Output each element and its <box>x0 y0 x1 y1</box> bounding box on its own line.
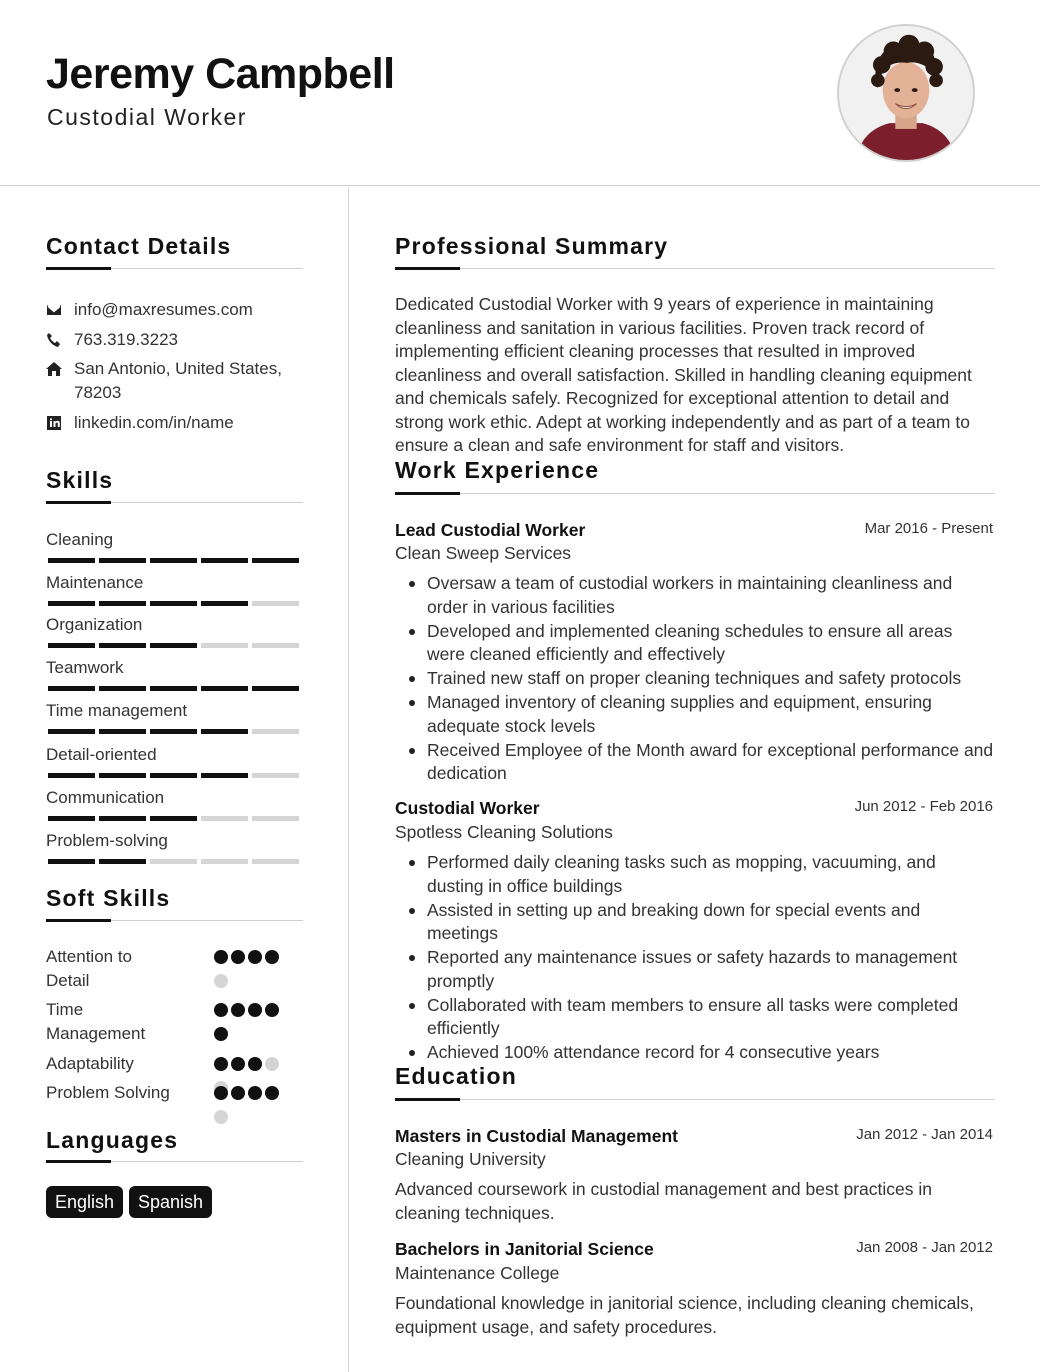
job-bullets <box>395 851 995 1065</box>
skill-segment-filled <box>201 773 248 778</box>
skill-level-bar <box>46 643 303 649</box>
rating-dot-filled <box>231 1086 245 1100</box>
skill-segment-filled <box>150 729 197 734</box>
skill-label: Communication <box>46 788 165 807</box>
job-bullet: Performed daily cleaning tasks such as mopping, vacuuming, and dusting in office buildings <box>395 851 995 898</box>
contact-phone-text: 763.319.3223 <box>74 330 178 349</box>
contact-email-text: info@maxresumes.com <box>74 300 253 319</box>
skill-segment-filled <box>150 558 197 563</box>
skills-heading-rule <box>46 502 303 503</box>
rating-dot-filled <box>214 950 228 964</box>
skill-segment-filled <box>99 859 146 864</box>
job-bullet: Received Employee of the Month award for exceptional performance and dedication <box>395 739 995 786</box>
soft-skill-label: Time Management <box>46 1000 146 1043</box>
skill-segment-filled <box>150 601 197 606</box>
candidate-name: Jeremy Campbell <box>46 50 395 98</box>
skill-segment-filled <box>99 558 146 563</box>
job-title: Lead Custodial Worker <box>395 520 586 540</box>
skill-label: Detail-oriented <box>46 745 157 764</box>
job-company: Spotless Cleaning Solutions <box>395 822 613 842</box>
skill-level-bar <box>46 729 303 735</box>
soft-skills-heading-rule <box>46 920 303 921</box>
education-dates: Jan 2012 - Jan 2014 <box>856 1126 993 1143</box>
skill-segment-filled <box>252 558 299 563</box>
skill-segment-filled <box>99 601 146 606</box>
skill-segment-empty <box>252 773 299 778</box>
rating-dot-filled <box>248 1057 262 1071</box>
rating-dot-filled <box>214 1003 228 1017</box>
phone-icon <box>46 328 74 352</box>
skill-segment-filled <box>99 643 146 648</box>
job-bullet: Trained new staff on proper cleaning techniques and safety protocols <box>395 667 995 691</box>
skill-segment-empty <box>201 643 248 648</box>
skill-item <box>46 700 303 722</box>
skill-label: Problem-solving <box>46 831 168 850</box>
education-degree: Bachelors in Janitorial Science <box>395 1239 654 1259</box>
skill-level-bar <box>46 601 303 607</box>
skill-level-bar <box>46 816 303 822</box>
skill-segment-empty <box>252 729 299 734</box>
experience-heading-rule <box>395 493 995 494</box>
soft-skill-label: Problem Solving <box>46 1083 170 1102</box>
skill-label: Time management <box>46 701 188 720</box>
job-bullet: Achieved 100% attendance record for 4 consecutive years <box>395 1041 995 1065</box>
education-description: Foundational knowledge in janitorial science, including cleaning chemicals, equipment usage, and safety procedures. <box>395 1293 974 1337</box>
rating-dot-filled <box>231 950 245 964</box>
contact-address-text: San Antonio, United States, 78203 <box>74 359 282 402</box>
education-heading-rule <box>395 1099 995 1100</box>
profile-photo-illustration <box>839 26 973 160</box>
job-bullets <box>395 572 995 786</box>
rating-dot-empty <box>214 1110 228 1124</box>
home-icon <box>46 357 74 381</box>
profile-photo <box>837 24 975 162</box>
contact-linkedin[interactable] <box>46 411 234 435</box>
skill-level-bar <box>46 558 303 564</box>
rating-dot-filled <box>214 1057 228 1071</box>
contact-email[interactable] <box>46 298 253 322</box>
skill-segment-filled <box>48 643 95 648</box>
skill-segment-empty <box>150 859 197 864</box>
soft-skills-heading: Soft Skills <box>46 885 171 911</box>
summary-heading-rule <box>395 268 995 269</box>
skill-label: Cleaning <box>46 530 114 549</box>
contact-phone[interactable] <box>46 328 178 352</box>
linkedin-icon <box>46 411 74 435</box>
skill-segment-filled <box>252 686 299 691</box>
skill-segment-filled <box>99 686 146 691</box>
job-bullet: Collaborated with team members to ensure all tasks were completed efficiently <box>395 994 995 1041</box>
skill-segment-filled <box>48 816 95 821</box>
summary-heading: Professional Summary <box>395 233 669 259</box>
rating-dot-filled <box>231 1003 245 1017</box>
skill-label: Teamwork <box>46 658 124 677</box>
job-dates: Mar 2016 - Present <box>864 520 993 537</box>
languages-heading: Languages <box>46 1127 179 1153</box>
skill-segment-filled <box>48 773 95 778</box>
education-heading: Education <box>395 1063 517 1089</box>
skill-segment-filled <box>201 558 248 563</box>
candidate-title: Custodial Worker <box>47 104 247 130</box>
skill-item <box>46 614 303 636</box>
envelope-icon <box>46 298 74 322</box>
soft-skill-label: Attention to Detail <box>46 947 133 990</box>
skill-segment-empty <box>252 816 299 821</box>
job-dates: Jun 2012 - Feb 2016 <box>854 798 993 815</box>
skill-item <box>46 572 303 594</box>
languages-heading-rule <box>46 1161 303 1162</box>
rating-dot-filled <box>248 1086 262 1100</box>
skills-heading: Skills <box>46 467 114 493</box>
skill-segment-filled <box>201 686 248 691</box>
job-bullet: Reported any maintenance issues or safety hazards to management promptly <box>395 946 995 993</box>
rating-dot-filled <box>214 1086 228 1100</box>
skill-segment-filled <box>99 816 146 821</box>
education-description: Advanced coursework in custodial management and best practices in cleaning techniques. <box>395 1179 932 1223</box>
rating-dot-filled <box>248 1003 262 1017</box>
contact-heading: Contact Details <box>46 233 232 259</box>
rating-dot-filled <box>265 1003 279 1017</box>
skill-segment-filled <box>150 643 197 648</box>
contact-linkedin-text: linkedin.com/in/name <box>74 413 234 432</box>
rating-dot-filled <box>214 1027 228 1041</box>
skill-segment-empty <box>252 601 299 606</box>
skill-segment-filled <box>48 729 95 734</box>
language-badge: Spanish <box>129 1186 212 1218</box>
skill-segment-filled <box>99 773 146 778</box>
job-bullet: Assisted in setting up and breaking down for special events and meetings <box>395 899 995 946</box>
column-divider <box>348 187 349 1372</box>
education-dates: Jan 2008 - Jan 2012 <box>856 1239 993 1256</box>
skill-item <box>46 744 303 766</box>
job-bullet: Managed inventory of cleaning supplies and equipment, ensuring adequate stock levels <box>395 691 995 738</box>
skill-segment-filled <box>48 601 95 606</box>
education-degree: Masters in Custodial Management <box>395 1126 678 1146</box>
experience-heading: Work Experience <box>395 457 600 483</box>
skill-item <box>46 830 303 852</box>
skill-segment-filled <box>48 859 95 864</box>
resume-header <box>0 0 1040 186</box>
language-badge: English <box>46 1186 123 1218</box>
rating-dot-empty <box>265 1057 279 1071</box>
skill-segment-filled <box>48 686 95 691</box>
skill-segment-filled <box>99 729 146 734</box>
rating-dot-filled <box>265 950 279 964</box>
skill-level-bar <box>46 686 303 692</box>
rating-dot-filled <box>265 1086 279 1100</box>
contact-address <box>46 357 303 405</box>
skill-label: Organization <box>46 615 143 634</box>
skill-segment-filled <box>48 558 95 563</box>
skill-segment-filled <box>150 773 197 778</box>
rating-dot-empty <box>214 974 228 988</box>
education-school: Cleaning University <box>395 1149 546 1169</box>
skill-segment-filled <box>201 601 248 606</box>
skill-segment-empty <box>252 859 299 864</box>
soft-skill-label: Adaptability <box>46 1054 134 1073</box>
summary-text: Dedicated Custodial Worker with 9 years of experience in maintaining cleanliness and sanitation in various facilities. Proven track record of implementing efficient cleaning processes that resulted in improved cleanliness and overall satisfaction. Skilled in handling cleaning equipment and chemicals safely. Recognized for exceptional attention to detail and strong work ethic. Adept at working independently and as part of a team to ensure a clean and safe environment for staff and visitors. <box>395 294 972 455</box>
job-company: Clean Sweep Services <box>395 543 572 563</box>
rating-dot-filled <box>248 950 262 964</box>
contact-heading-rule <box>46 268 303 269</box>
skill-segment-empty <box>201 859 248 864</box>
skill-segment-empty <box>201 816 248 821</box>
skill-segment-empty <box>252 643 299 648</box>
education-school: Maintenance College <box>395 1263 560 1283</box>
job-bullet: Developed and implemented cleaning schedules to ensure all areas were cleaned efficiently and effectively <box>395 620 995 667</box>
job-bullet: Oversaw a team of custodial workers in maintaining cleanliness and order in various facilities <box>395 572 995 619</box>
skill-segment-filled <box>150 816 197 821</box>
skill-item <box>46 529 303 551</box>
skill-item <box>46 787 303 809</box>
skill-segment-filled <box>201 729 248 734</box>
skill-label: Maintenance <box>46 573 144 592</box>
skill-item <box>46 657 303 679</box>
skill-segment-filled <box>150 686 197 691</box>
job-title: Custodial Worker <box>395 798 540 818</box>
skill-level-bar <box>46 859 303 865</box>
skill-level-bar <box>46 773 303 779</box>
rating-dot-filled <box>231 1057 245 1071</box>
